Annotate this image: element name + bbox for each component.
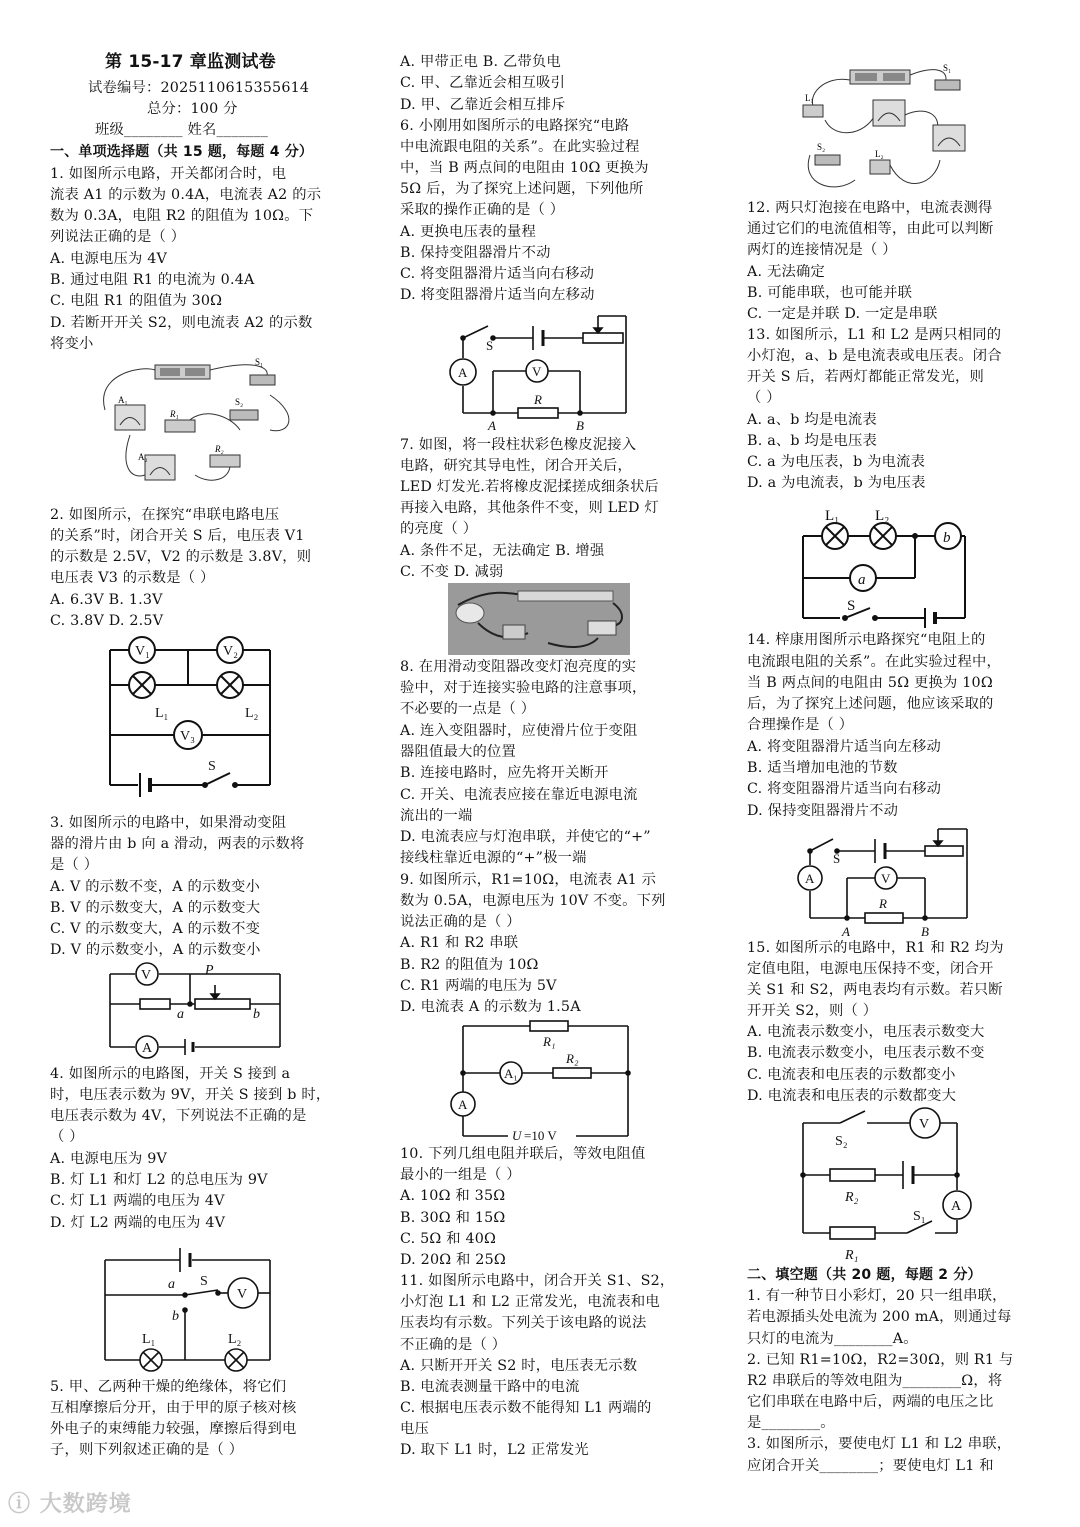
option-ab: A. 6.3V B. 1.3V xyxy=(50,592,163,608)
question-line: 电压表 V3 的示数是（ ） xyxy=(50,570,215,586)
question-line: 器的滑片由 b 向 a 滑动，两表的示数将 xyxy=(50,836,305,852)
option-b: B. a、b 均是电压表 xyxy=(747,433,877,449)
svg-text:a: a xyxy=(168,1277,175,1292)
svg-text:A: A xyxy=(488,418,496,433)
svg-text:P: P xyxy=(205,963,214,978)
question-line: 小灯泡，a、b 是电流表或电压表。闭合 xyxy=(747,348,1002,364)
question-line: 互相摩擦后分开，由于甲的原子核对核 xyxy=(50,1400,297,1416)
question-line: 压表均有示数。下列关于该电路的说法 xyxy=(400,1315,647,1331)
question-line: 14. 梓康用图所示电路探究“电阻上的 xyxy=(747,632,986,648)
question-line: 12. 两只灯泡接在电路中，电流表测得 xyxy=(747,200,993,216)
svg-text:V: V xyxy=(237,1287,248,1302)
option-d: D. 取下 L1 时，L2 正常发光 xyxy=(400,1442,589,1458)
option-b: B. 30Ω 和 15Ω xyxy=(400,1210,506,1226)
question-line: 电路，研究其导电性，闭合开关后， xyxy=(400,458,632,474)
question-line: 的亮度（ ） xyxy=(400,521,478,537)
svg-text:V: V xyxy=(919,1117,930,1132)
option-b: B. 电流表示数变小，电压表示数不变 xyxy=(747,1045,985,1061)
question-line: 若电源插头处电流为 200 mA，则通过每 xyxy=(747,1309,1012,1325)
option-ab: A. 条件不足，无法确定 B. 增强 xyxy=(400,543,605,559)
question-line: 9. 如图所示，R1=10Ω，电流表 A1 示 xyxy=(400,872,657,888)
option-a-cont: 器阻值最大的位置 xyxy=(400,744,516,760)
figure-q2-circuit xyxy=(105,635,275,810)
q5-option-ab: A. 甲带正电 B. 乙带负电 xyxy=(400,54,561,70)
option-d: D. 保持变阻器滑片不动 xyxy=(747,803,899,819)
svg-text:=10 V: =10 V xyxy=(524,1128,557,1143)
svg-text:S: S xyxy=(486,338,494,353)
question-line: 8. 在用滑动变阻器改变灯泡亮度的实 xyxy=(400,659,637,675)
option-a: A. 只断开开关 S2 时，电压表无示数 xyxy=(400,1358,638,1374)
figure-q6-circuit xyxy=(448,308,633,433)
figure-q11-apparatus xyxy=(795,55,975,195)
question-line: 开关 S 后，若两灯都能正常发光，则 xyxy=(747,369,984,385)
svg-text:L₁: L₁ xyxy=(825,508,840,524)
option-d: D. V 的示数变小，A 的示数变小 xyxy=(50,942,261,958)
question-line: 当 B 两点间的电阻由 5Ω 更换为 10Ω xyxy=(747,675,993,691)
question-line: 电压表示数为 4V，下列说法不正确的是 xyxy=(50,1108,307,1124)
option-a: A. a、b 均是电流表 xyxy=(747,412,877,428)
svg-text:B: B xyxy=(576,418,584,433)
option-c: C. 电流表和电压表的示数都变小 xyxy=(747,1067,956,1083)
option-b: B. 适当增加电池的节数 xyxy=(747,760,898,776)
figure-q1-apparatus xyxy=(100,355,300,495)
svg-text:L₂: L₂ xyxy=(875,149,884,159)
question-line: 数为 0.3A，电阻 R2 的阻值为 10Ω。下 xyxy=(50,208,314,224)
svg-text:b: b xyxy=(172,1309,179,1324)
svg-text:S₁: S₁ xyxy=(913,1209,926,1224)
option-c: C. 5Ω 和 40Ω xyxy=(400,1231,497,1247)
option-b: B. 保持变阻器滑片不动 xyxy=(400,245,551,261)
question-line: 1. 如图所示电路，开关都闭合时，电 xyxy=(50,166,287,182)
svg-text:R₁: R₁ xyxy=(170,409,179,419)
q5-option-d: D. 甲、乙靠近会相互排斥 xyxy=(400,97,566,113)
svg-text:A: A xyxy=(842,924,850,939)
option-a: A. V 的示数不变，A 的示数变小 xyxy=(50,879,261,895)
question-line: 应闭合开关________；要使电灯 L1 和 xyxy=(747,1458,994,1474)
watermark-text: 大数跨境 xyxy=(39,1492,132,1517)
question-line: 后，为了探究上述问题，他应该采取的 xyxy=(747,696,994,712)
question-line: 5. 甲、乙两种干燥的绝缘体，将它们 xyxy=(50,1379,287,1395)
svg-text:A: A xyxy=(458,1097,468,1112)
svg-text:R: R xyxy=(879,896,887,911)
question-line: 再接入电路，其他条件不变，则 LED 灯 xyxy=(400,500,659,516)
svg-text:V: V xyxy=(532,364,542,379)
svg-text:B: B xyxy=(921,924,929,939)
svg-text:S₂: S₂ xyxy=(835,1134,848,1149)
question-line: 4. 如图所示的电路图，开关 S 接到 a xyxy=(50,1066,291,1082)
option-b: B. 电流表测量干路中的电流 xyxy=(400,1379,580,1395)
question-line: 合理操作是（ ） xyxy=(747,717,854,733)
svg-text:A: A xyxy=(805,871,815,886)
question-line: 7. 如图，将一段柱状彩色橡皮泥接入 xyxy=(400,437,637,453)
question-line: 5Ω 后，为了探究上述问题，下列他所 xyxy=(400,181,644,197)
option-d-cont: 接线柱靠近电源的“+”极一端 xyxy=(400,850,587,866)
svg-text:b: b xyxy=(253,1007,260,1022)
svg-text:V: V xyxy=(881,871,891,886)
svg-text:S: S xyxy=(833,851,841,866)
svg-text:A: A xyxy=(951,1199,962,1214)
svg-text:a: a xyxy=(858,572,866,588)
option-cd: C. 不变 D. 减弱 xyxy=(400,564,504,580)
option-d-cont: 将变小 xyxy=(50,336,94,352)
question-line: 是________。 xyxy=(747,1415,835,1431)
svg-text:R₁: R₁ xyxy=(543,1034,556,1049)
question-line: 定值电阻，电源电压保持不变，闭合开 xyxy=(747,961,994,977)
question-line: 最小的一组是（ ） xyxy=(400,1167,521,1183)
svg-text:A₂: A₂ xyxy=(138,452,148,462)
option-a: A. 连入变阻器时，应使滑片位于变阻 xyxy=(400,723,638,739)
svg-text:R₂: R₂ xyxy=(845,1190,859,1205)
question-line: 的示数是 2.5V，V2 的示数是 3.8V，则 xyxy=(50,549,312,565)
figure-q13-circuit xyxy=(795,498,975,628)
svg-text:a: a xyxy=(177,1007,184,1022)
svg-text:R₁: R₁ xyxy=(845,1248,859,1263)
option-cd: C. 3.8V D. 2.5V xyxy=(50,613,164,629)
option-c: C. a 为电压表，b 为电流表 xyxy=(747,454,926,470)
option-a: A. 无法确定 xyxy=(747,264,826,280)
svg-text:R₂: R₂ xyxy=(215,444,224,454)
figure-q7-photo xyxy=(448,583,630,655)
total-score: 总分：100 分 xyxy=(147,101,238,117)
svg-text:L₂: L₂ xyxy=(228,1332,242,1347)
option-b: B. 灯 L1 和灯 L2 的总电压为 9V xyxy=(50,1172,268,1188)
question-line: R2 串联后的等效电阻为________Ω，将 xyxy=(747,1373,1003,1389)
question-line: 两灯的连接情况是（ ） xyxy=(747,242,897,258)
figure-q15-circuit xyxy=(795,1105,975,1265)
svg-text:L₂: L₂ xyxy=(245,706,259,721)
option-c: C. 灯 L1 两端的电压为 4V xyxy=(50,1193,225,1209)
svg-text:A: A xyxy=(458,365,468,380)
svg-text:L₂: L₂ xyxy=(875,508,890,524)
question-line: （ ） xyxy=(50,1129,84,1145)
question-line: 1. 有一种节日小彩灯，20 只一组串联， xyxy=(747,1288,1007,1304)
watermark-logo xyxy=(8,1487,132,1518)
svg-text:L₁: L₁ xyxy=(142,1332,156,1347)
option-d: D. 灯 L2 两端的电压为 4V xyxy=(50,1215,226,1231)
question-line: 3. 如图所示的电路中，如果滑动变阻 xyxy=(50,815,287,831)
question-line: 3. 如图所示，要使电灯 L1 和 L2 串联， xyxy=(747,1436,1012,1452)
svg-text:S₂: S₂ xyxy=(817,142,826,152)
option-c: C. 根据电压表示数不能得知 L1 两端的 xyxy=(400,1400,652,1416)
svg-text:V₂: V₂ xyxy=(223,644,238,659)
question-line: 是（ ） xyxy=(50,857,99,873)
svg-text:L₁: L₁ xyxy=(805,93,814,103)
svg-text:A₁: A₁ xyxy=(504,1066,518,1081)
option-a: A. 10Ω 和 35Ω xyxy=(400,1188,506,1204)
svg-text:b: b xyxy=(943,530,951,546)
question-line: 中电流跟电阻的关系”。在此实验过程 xyxy=(400,139,640,155)
question-line: 不必要的一点是（ ） xyxy=(400,701,536,717)
svg-text:S₂: S₂ xyxy=(235,397,244,407)
figure-q3-circuit xyxy=(105,962,285,1062)
option-a: A. 电源电压为 4V xyxy=(50,251,168,267)
question-line: 中，当 B 两点间的电阻由 10Ω 更换为 xyxy=(400,160,649,176)
svg-text:L₁: L₁ xyxy=(155,706,169,721)
option-a: A. 将变阻器滑片适当向左移动 xyxy=(747,739,941,755)
question-line: 15. 如图所示的电路中，R1 和 R2 均为 xyxy=(747,940,1004,956)
svg-text:V₁: V₁ xyxy=(135,644,150,659)
question-line: 列说法正确的是（ ） xyxy=(50,229,186,245)
svg-text:S: S xyxy=(208,759,216,774)
question-line: 说法正确的是（ ） xyxy=(400,914,521,930)
question-line: 外电子的束缚能力较强，摩擦后得到电 xyxy=(50,1421,297,1437)
question-line: 子，则下列叙述正确的是（ ） xyxy=(50,1442,244,1458)
question-line: 13. 如图所示，L1 和 L2 是两只相同的 xyxy=(747,327,1002,343)
svg-text:A: A xyxy=(142,1041,153,1056)
option-c: C. 将变阻器滑片适当向右移动 xyxy=(400,266,595,282)
option-d: D. a 为电流表，b 为电压表 xyxy=(747,475,926,491)
question-line: 电流跟电阻的关系”。在此实验过程中， xyxy=(747,654,1001,670)
option-b: B. 通过电阻 R1 的电流为 0.4A xyxy=(50,272,255,288)
option-c-cont: 电压 xyxy=(400,1421,429,1437)
class-name-line: 班级________ 姓名_______ xyxy=(95,122,268,138)
option-c: C. R1 两端的电压为 5V xyxy=(400,978,557,994)
option-d: D. 20Ω 和 25Ω xyxy=(400,1252,506,1268)
question-line: 数为 0.5A，电源电压为 10V 不变。下列 xyxy=(400,893,666,909)
watermark-icon: ⓘ xyxy=(8,1492,32,1517)
question-line: 6. 小刚用如图所示的电路探究“电路 xyxy=(400,118,630,134)
svg-text:S₁: S₁ xyxy=(943,63,952,73)
figure-q14-circuit xyxy=(795,823,975,943)
option-b: B. R2 的阻值为 10Ω xyxy=(400,957,539,973)
option-d: D. 电流表应与灯泡串联，并使它的“+” xyxy=(400,829,651,845)
question-line: 流表 A1 的示数为 0.4A，电流表 A2 的示 xyxy=(50,187,322,203)
option-b: B. 连接电路时，应先将开关断开 xyxy=(400,765,609,781)
question-line: 验中，对于连接实验电路的注意事项， xyxy=(400,680,647,696)
option-c-cont: 流出的一端 xyxy=(400,808,473,824)
option-d: D. 若断开开关 S2，则电流表 A2 的示数 xyxy=(50,315,313,331)
option-c: C. 电阻 R1 的阻值为 30Ω xyxy=(50,293,223,309)
option-a: A. 电源电压为 9V xyxy=(50,1151,168,1167)
svg-text:S₁: S₁ xyxy=(255,357,264,367)
section-heading-fill: 二、填空题（共 20 题，每题 2 分） xyxy=(747,1267,982,1283)
section-heading-choice: 一、单项选择题（共 15 题，每题 4 分） xyxy=(50,144,314,160)
question-line: 小灯泡 L1 和 L2 正常发光，电流表和电 xyxy=(400,1294,660,1310)
option-c: C. 开关、电流表应接在靠近电源电流 xyxy=(400,787,638,803)
option-cd: C. 一定是并联 D. 一定是串联 xyxy=(747,306,938,322)
question-line: 2. 已知 R1=10Ω，R2=30Ω，则 R1 与 xyxy=(747,1352,1014,1368)
question-line: 通过它们的电流值相等，由此可以判断 xyxy=(747,221,994,237)
option-c: C. V 的示数变大，A 的示数不变 xyxy=(50,921,261,937)
option-b: B. 可能串联，也可能并联 xyxy=(747,285,913,301)
question-line: 11. 如图所示电路中，闭合开关 S1、S2， xyxy=(400,1273,675,1289)
question-line: 2. 如图所示，在探究“串联电路电压 xyxy=(50,507,280,523)
question-line: LED 灯发光.若将橡皮泥揉搓成细条状后 xyxy=(400,479,659,495)
question-line: 采取的操作正确的是（ ） xyxy=(400,202,565,218)
svg-text:R₂: R₂ xyxy=(566,1051,579,1066)
option-d: D. 将变阻器滑片适当向左移动 xyxy=(400,287,595,303)
exam-number: 试卷编号：2025110615355614 xyxy=(88,80,310,96)
svg-text:A₁: A₁ xyxy=(118,395,128,405)
question-line: 不正确的是（ ） xyxy=(400,1337,507,1353)
svg-text:R: R xyxy=(534,392,542,407)
question-line: 它们串联在电路中后，两端的电压之比 xyxy=(747,1394,994,1410)
option-a: A. 电流表示数变小，电压表示数变大 xyxy=(747,1024,985,1040)
option-a: A. R1 和 R2 串联 xyxy=(400,935,519,951)
question-line: 只灯的电流为________A。 xyxy=(747,1331,918,1347)
question-line: 开开关 S2，则（ ） xyxy=(747,1003,878,1019)
option-c: C. 将变阻器滑片适当向右移动 xyxy=(747,781,942,797)
option-b: B. V 的示数变大，A 的示数变大 xyxy=(50,900,261,916)
q5-option-c: C. 甲、乙靠近会相互吸引 xyxy=(400,75,566,91)
question-line: 10. 下列几组电阻并联后，等效电阻值 xyxy=(400,1146,646,1162)
option-d: D. 电流表和电压表的示数都变大 xyxy=(747,1088,957,1104)
question-line: （ ） xyxy=(747,390,781,406)
question-line: 时，电压表示数为 9V，开关 S 接到 b 时， xyxy=(50,1087,331,1103)
svg-text:S: S xyxy=(847,598,856,614)
svg-text:S: S xyxy=(200,1274,208,1289)
figure-q9-circuit xyxy=(448,1018,638,1146)
svg-text:V₃: V₃ xyxy=(180,729,195,744)
page-title: 第 15-17 章监测试卷 xyxy=(105,52,276,72)
question-line: 关 S1 和 S2，两电表均有示数。若只断 xyxy=(747,982,1003,998)
svg-text:U: U xyxy=(512,1128,522,1143)
option-a: A. 更换电压表的量程 xyxy=(400,224,536,240)
svg-text:V: V xyxy=(141,968,152,983)
question-line: 的关系”时，闭合开关 S 后，电压表 V1 xyxy=(50,528,305,544)
option-d: D. 电流表 A 的示数为 1.5A xyxy=(400,999,581,1015)
figure-q4-circuit xyxy=(100,1235,280,1375)
